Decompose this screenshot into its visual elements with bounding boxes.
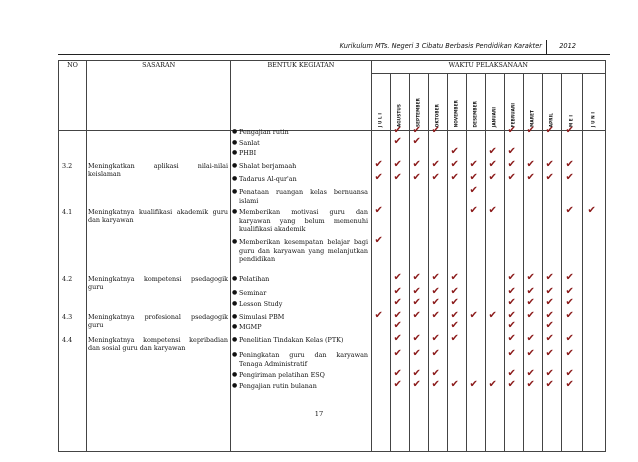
header-title: Kurikulum MTs. Negeri 3 Cibatu Berbasis Pendidikan Karakter bbox=[339, 42, 542, 50]
row-number: 4.1 bbox=[62, 208, 73, 216]
check-icon: ✔ bbox=[412, 125, 421, 136]
check-icon: ✔ bbox=[565, 205, 574, 216]
check-icon: ✔ bbox=[450, 379, 459, 390]
month-header bbox=[523, 74, 542, 131]
check-icon: ✔ bbox=[412, 368, 421, 379]
sasaran-text: Meningkatnya kompetensi psedagogik guru bbox=[88, 275, 228, 291]
kegiatan-text: Shalat berjamaah bbox=[239, 162, 297, 170]
bullet-icon: ● bbox=[232, 313, 238, 320]
month-label: J U N I bbox=[590, 111, 596, 127]
check-icon: ✔ bbox=[488, 205, 497, 216]
check-icon: ✔ bbox=[469, 185, 478, 196]
month-header bbox=[485, 74, 504, 131]
check-icon: ✔ bbox=[450, 310, 459, 321]
check-icon: ✔ bbox=[507, 320, 516, 331]
month-label: DESEMBER bbox=[472, 100, 478, 127]
kegiatan-text: Lesson Study bbox=[239, 300, 283, 308]
check-icon: ✔ bbox=[545, 368, 554, 379]
check-icon: ✔ bbox=[507, 368, 516, 379]
bullet-icon: ● bbox=[232, 300, 238, 307]
check-icon: ✔ bbox=[526, 125, 535, 136]
kegiatan-item bbox=[232, 238, 368, 264]
check-icon: ✔ bbox=[450, 320, 459, 331]
check-icon: ✔ bbox=[412, 310, 421, 321]
bullet-icon: ● bbox=[232, 149, 238, 156]
check-icon: ✔ bbox=[374, 310, 383, 321]
check-icon: ✔ bbox=[507, 286, 516, 297]
check-icon: ✔ bbox=[507, 125, 516, 136]
check-icon: ✔ bbox=[507, 272, 516, 283]
check-icon: ✔ bbox=[412, 379, 421, 390]
header-year: 2012 bbox=[559, 42, 576, 50]
check-icon: ✔ bbox=[393, 379, 402, 390]
kegiatan-item bbox=[232, 300, 368, 309]
month-label: J U L I bbox=[377, 112, 383, 127]
month-label: NOVEMBER bbox=[453, 99, 459, 127]
check-icon: ✔ bbox=[393, 348, 402, 359]
check-icon: ✔ bbox=[393, 159, 402, 170]
bullet-icon: ● bbox=[232, 238, 238, 245]
kegiatan-item bbox=[232, 336, 368, 345]
check-icon: ✔ bbox=[393, 368, 402, 379]
sasaran-text: Meningkatnya profesional psedagogik guru bbox=[88, 313, 228, 329]
check-icon: ✔ bbox=[450, 146, 459, 157]
month-header bbox=[582, 74, 605, 131]
month-header bbox=[447, 74, 466, 131]
check-icon: ✔ bbox=[488, 172, 497, 183]
check-icon: ✔ bbox=[488, 159, 497, 170]
bullet-icon: ● bbox=[232, 371, 238, 378]
check-icon: ✔ bbox=[507, 333, 516, 344]
check-icon: ✔ bbox=[545, 272, 554, 283]
check-icon: ✔ bbox=[450, 272, 459, 283]
page-header bbox=[0, 40, 638, 56]
check-icon: ✔ bbox=[412, 172, 421, 183]
check-icon: ✔ bbox=[565, 310, 574, 321]
check-icon: ✔ bbox=[565, 297, 574, 308]
check-icon: ✔ bbox=[526, 272, 535, 283]
check-icon: ✔ bbox=[526, 348, 535, 359]
kegiatan-item bbox=[232, 188, 368, 205]
bullet-icon: ● bbox=[232, 275, 238, 282]
check-icon: ✔ bbox=[450, 297, 459, 308]
check-icon: ✔ bbox=[412, 272, 421, 283]
month-label: FEBRUARI bbox=[510, 102, 516, 127]
header-divider bbox=[546, 40, 547, 54]
check-icon: ✔ bbox=[412, 297, 421, 308]
check-icon: ✔ bbox=[374, 172, 383, 183]
check-icon: ✔ bbox=[545, 297, 554, 308]
kegiatan-text: Penelitian Tindakan Kelas (PTK) bbox=[239, 336, 344, 344]
kegiatan-item bbox=[232, 382, 368, 391]
kegiatan-text: Memberikan motivasi guru dan karyawan yang belum memenuhi kualifikasi akademik bbox=[239, 208, 368, 234]
kegiatan-item bbox=[232, 351, 368, 368]
kegiatan-text: Seminar bbox=[239, 289, 267, 297]
check-icon: ✔ bbox=[507, 159, 516, 170]
row-number: 4.3 bbox=[62, 313, 73, 321]
check-icon: ✔ bbox=[393, 172, 402, 183]
check-icon: ✔ bbox=[469, 379, 478, 390]
sasaran-text: Meningkatnya kompetensi kepribadian dan sosial guru dan karyawan bbox=[88, 336, 228, 352]
kegiatan-item bbox=[232, 323, 368, 332]
check-icon: ✔ bbox=[587, 205, 596, 216]
check-icon: ✔ bbox=[469, 172, 478, 183]
check-icon: ✔ bbox=[431, 348, 440, 359]
check-icon: ✔ bbox=[526, 172, 535, 183]
check-icon: ✔ bbox=[393, 333, 402, 344]
kegiatan-text: Penataan ruangan kelas bernuansa islami bbox=[239, 188, 368, 205]
check-icon: ✔ bbox=[545, 159, 554, 170]
check-icon: ✔ bbox=[565, 172, 574, 183]
check-icon: ✔ bbox=[526, 297, 535, 308]
check-icon: ✔ bbox=[545, 286, 554, 297]
kegiatan-item bbox=[232, 208, 368, 234]
month-header bbox=[542, 74, 561, 131]
kegiatan-item bbox=[232, 162, 368, 171]
kegiatan-text: Pelatihan bbox=[239, 275, 270, 283]
check-icon: ✔ bbox=[565, 379, 574, 390]
check-icon: ✔ bbox=[526, 368, 535, 379]
check-icon: ✔ bbox=[507, 172, 516, 183]
bullet-icon: ● bbox=[232, 175, 238, 182]
check-icon: ✔ bbox=[545, 348, 554, 359]
kegiatan-text: Pengajian rutin bulanan bbox=[239, 382, 317, 390]
check-icon: ✔ bbox=[412, 286, 421, 297]
header-kegiatan: BENTUK KEGIATAN bbox=[231, 61, 371, 131]
check-icon: ✔ bbox=[450, 172, 459, 183]
check-icon: ✔ bbox=[545, 310, 554, 321]
check-icon: ✔ bbox=[393, 297, 402, 308]
check-icon: ✔ bbox=[526, 159, 535, 170]
check-icon: ✔ bbox=[393, 286, 402, 297]
check-icon: ✔ bbox=[526, 310, 535, 321]
kegiatan-item bbox=[232, 289, 368, 298]
header-no: NO bbox=[59, 61, 87, 131]
check-icon: ✔ bbox=[526, 286, 535, 297]
bullet-icon: ● bbox=[232, 336, 238, 343]
check-icon: ✔ bbox=[374, 205, 383, 216]
check-icon: ✔ bbox=[469, 159, 478, 170]
check-icon: ✔ bbox=[526, 379, 535, 390]
row-number: 4.2 bbox=[62, 275, 73, 283]
month-header bbox=[390, 74, 409, 131]
check-icon: ✔ bbox=[507, 146, 516, 157]
check-icon: ✔ bbox=[469, 205, 478, 216]
month-header bbox=[428, 74, 447, 131]
check-icon: ✔ bbox=[507, 297, 516, 308]
kegiatan-text: Pengiriman pelatihan ESQ bbox=[239, 371, 325, 379]
sasaran-text: Meningkatnya kualifikasi akademik guru dan karyawan bbox=[88, 208, 228, 224]
month-label: SEPTEMBER bbox=[415, 97, 421, 127]
check-icon: ✔ bbox=[393, 136, 402, 147]
bullet-icon: ● bbox=[232, 188, 238, 195]
check-icon: ✔ bbox=[526, 333, 535, 344]
check-icon: ✔ bbox=[565, 272, 574, 283]
kegiatan-item bbox=[232, 128, 368, 137]
kegiatan-text: Sanlat bbox=[239, 139, 260, 147]
kegiatan-item bbox=[232, 175, 368, 184]
check-icon: ✔ bbox=[450, 286, 459, 297]
check-icon: ✔ bbox=[431, 159, 440, 170]
header-rule bbox=[58, 54, 610, 55]
kegiatan-item bbox=[232, 313, 368, 322]
check-icon: ✔ bbox=[545, 379, 554, 390]
bullet-icon: ● bbox=[232, 323, 238, 330]
check-icon: ✔ bbox=[431, 125, 440, 136]
check-icon: ✔ bbox=[488, 310, 497, 321]
check-icon: ✔ bbox=[507, 310, 516, 321]
check-icon: ✔ bbox=[412, 333, 421, 344]
kegiatan-text: Tadarus Al-qur'an bbox=[239, 175, 297, 183]
kegiatan-text: MGMP bbox=[239, 323, 262, 331]
check-icon: ✔ bbox=[507, 379, 516, 390]
check-icon: ✔ bbox=[431, 297, 440, 308]
check-icon: ✔ bbox=[412, 136, 421, 147]
kegiatan-text: Pengajian rutin bbox=[239, 128, 289, 136]
bullet-icon: ● bbox=[232, 289, 238, 296]
month-label: OKTOBER bbox=[434, 103, 440, 127]
check-icon: ✔ bbox=[393, 125, 402, 136]
month-label: M E I bbox=[568, 114, 574, 127]
header-sasaran: SASARAN bbox=[87, 61, 231, 131]
check-icon: ✔ bbox=[393, 272, 402, 283]
kegiatan-text: PHBI bbox=[239, 149, 257, 157]
check-icon: ✔ bbox=[545, 320, 554, 331]
month-header bbox=[371, 74, 390, 131]
kegiatan-text: Peningkatan guru dan karyawan Tenaga Administratif bbox=[239, 351, 368, 368]
check-icon: ✔ bbox=[450, 159, 459, 170]
month-label: APRIL bbox=[548, 112, 554, 127]
check-icon: ✔ bbox=[393, 320, 402, 331]
month-header bbox=[561, 74, 582, 131]
check-icon: ✔ bbox=[393, 310, 402, 321]
check-icon: ✔ bbox=[431, 333, 440, 344]
bullet-icon: ● bbox=[232, 382, 238, 389]
bullet-icon: ● bbox=[232, 162, 238, 169]
check-icon: ✔ bbox=[431, 310, 440, 321]
bullet-icon: ● bbox=[232, 351, 238, 358]
sasaran-text: Meningkatkan aplikasi nilai-nilai keislaman bbox=[88, 162, 228, 178]
check-icon: ✔ bbox=[565, 333, 574, 344]
row-number: 3.2 bbox=[62, 162, 73, 170]
month-header bbox=[466, 74, 485, 131]
check-icon: ✔ bbox=[565, 159, 574, 170]
check-icon: ✔ bbox=[565, 368, 574, 379]
kegiatan-text: Simulasi PBM bbox=[239, 313, 285, 321]
check-icon: ✔ bbox=[450, 333, 459, 344]
table-body bbox=[58, 125, 606, 398]
kegiatan-item bbox=[232, 149, 368, 158]
check-icon: ✔ bbox=[374, 159, 383, 170]
check-icon: ✔ bbox=[374, 235, 383, 246]
bullet-icon: ● bbox=[232, 128, 238, 135]
check-icon: ✔ bbox=[488, 379, 497, 390]
kegiatan-item bbox=[232, 371, 368, 380]
check-icon: ✔ bbox=[469, 310, 478, 321]
check-icon: ✔ bbox=[431, 286, 440, 297]
check-icon: ✔ bbox=[565, 348, 574, 359]
check-icon: ✔ bbox=[488, 146, 497, 157]
kegiatan-item bbox=[232, 275, 368, 284]
check-icon: ✔ bbox=[565, 125, 574, 136]
month-label: JANUARI bbox=[491, 106, 497, 127]
month-label: MARET bbox=[529, 110, 535, 127]
month-label: AGUSTUS bbox=[396, 103, 402, 127]
check-icon: ✔ bbox=[412, 159, 421, 170]
check-icon: ✔ bbox=[431, 368, 440, 379]
check-icon: ✔ bbox=[431, 172, 440, 183]
kegiatan-item bbox=[232, 139, 368, 148]
check-icon: ✔ bbox=[565, 286, 574, 297]
month-header bbox=[504, 74, 523, 131]
check-icon: ✔ bbox=[431, 272, 440, 283]
check-icon: ✔ bbox=[545, 333, 554, 344]
row-number: 4.4 bbox=[62, 336, 73, 344]
page-number: 17 bbox=[314, 410, 324, 418]
check-icon: ✔ bbox=[412, 348, 421, 359]
bullet-icon: ● bbox=[232, 208, 238, 215]
check-icon: ✔ bbox=[545, 172, 554, 183]
check-icon: ✔ bbox=[545, 125, 554, 136]
bullet-icon: ● bbox=[232, 139, 238, 146]
month-header bbox=[409, 74, 428, 131]
kegiatan-text: Memberikan kesempatan belajar bagi guru dan karyawan yang melanjutkan pendidikan bbox=[239, 238, 368, 264]
header-waktu: WAKTU PELAKSANAAN bbox=[371, 61, 605, 74]
check-icon: ✔ bbox=[507, 348, 516, 359]
check-icon: ✔ bbox=[431, 379, 440, 390]
